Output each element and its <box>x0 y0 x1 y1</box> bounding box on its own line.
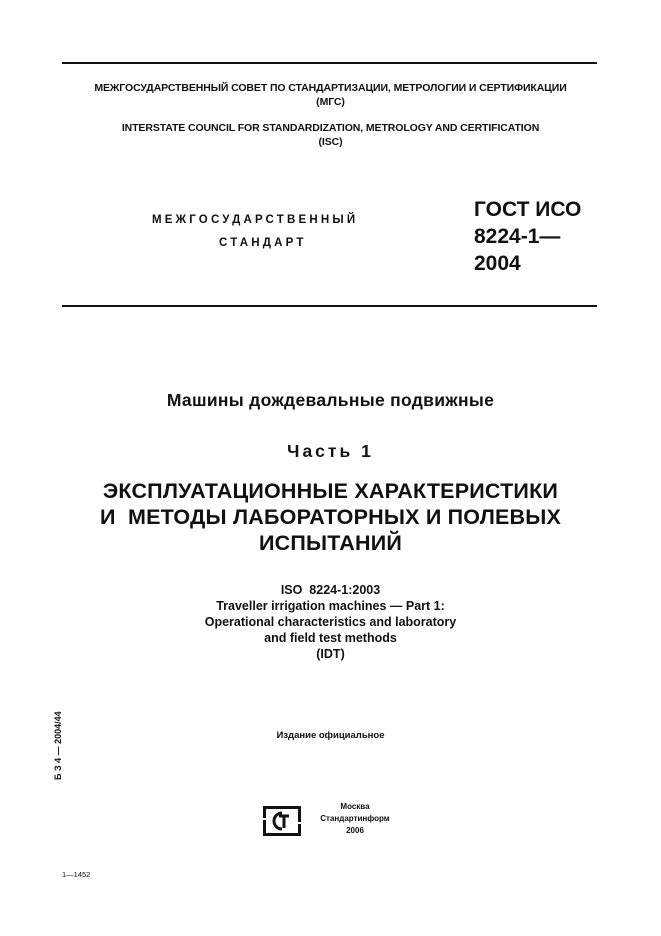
publisher-name: Стандартинформ <box>320 814 390 823</box>
side-code: Б З 4 — 2004/44 <box>53 711 63 780</box>
council-en-abbr: (ISC) <box>318 136 343 148</box>
iso-reference <box>0 582 661 662</box>
standard-type-line2: СТАНДАРТ <box>219 237 307 249</box>
standartinform-logo-icon <box>262 805 302 837</box>
designation-line3: 2004 <box>474 252 521 275</box>
standard-type-line1: МЕЖГОСУДАРСТВЕННЫЙ <box>152 214 359 226</box>
council-ru-abbr: (МГС) <box>316 96 345 108</box>
iso-code: ISO 8224-1:2003 <box>280 583 381 597</box>
subtitle-line3: ИСПЫТАНИЙ <box>258 531 403 555</box>
publisher-block <box>305 801 405 837</box>
iso-title-line3: and field test methods <box>264 631 397 645</box>
edition-label: Издание официальное <box>276 730 385 741</box>
publisher-city: Москва <box>340 802 370 811</box>
council-en: INTERSTATE COUNCIL FOR STANDARDIZATION, METROLOGY AND CERTIFICATION <box>121 122 540 134</box>
top-rule <box>62 62 597 64</box>
standard-designation <box>474 196 581 277</box>
publisher-year: 2006 <box>346 826 364 835</box>
designation-line1: ГОСТ ИСО <box>474 198 582 221</box>
designation-line2: 8224-1— <box>474 225 561 248</box>
council-ru: МЕЖГОСУДАРСТВЕННЫЙ СОВЕТ ПО СТАНДАРТИЗАЦИИ, МЕТРОЛОГИИ И СЕРТИФИКАЦИИ <box>94 82 567 94</box>
subtitle-line1: ЭКСПЛУАТАЦИОННЫЕ ХАРАКТЕРИСТИКИ <box>102 479 559 503</box>
subtitle-line2: И МЕТОДЫ ЛАБОРАТОРНЫХ И ПОЛЕВЫХ <box>99 505 562 529</box>
iso-title-line2: Operational characteristics and laboratory <box>204 615 457 629</box>
part-number: Часть 1 <box>287 441 374 461</box>
subtitle <box>0 478 661 556</box>
middle-rule <box>62 305 597 307</box>
iso-equivalence: (IDT) <box>316 647 345 661</box>
footer-code: 1—1452 <box>62 870 91 879</box>
document-title: Машины дождевальные подвижные <box>166 390 495 410</box>
iso-title-line1: Traveller irrigation machines — Part 1: <box>216 599 445 613</box>
